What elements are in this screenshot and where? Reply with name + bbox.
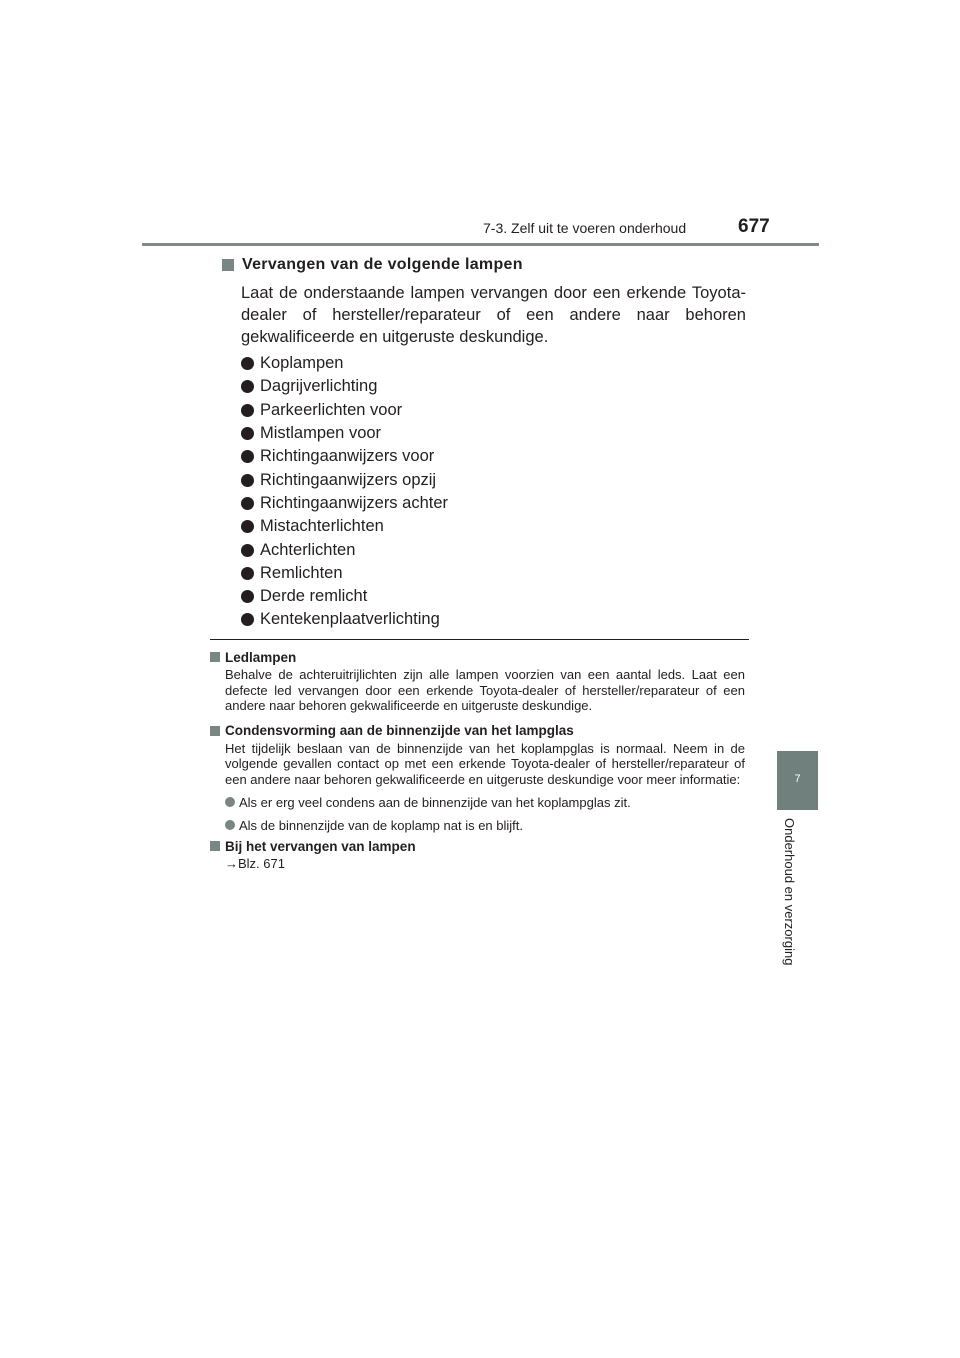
list-item-text: Richtingaanwijzers opzij (260, 470, 437, 489)
list-item-text: Mistlampen voor (260, 424, 382, 443)
square-bullet-icon (210, 841, 220, 851)
note-heading-condens (210, 722, 745, 740)
list-item (241, 375, 746, 398)
list-item-text: Remlichten (260, 563, 343, 582)
note-heading-text: Condensvorming aan de binnenzijde van het lampglas (225, 723, 574, 738)
bullet-icon (241, 380, 254, 393)
list-item (241, 608, 746, 631)
chapter-number: 7 (794, 773, 801, 785)
note-heading-text: Ledlampen (225, 649, 297, 665)
lamp-list (241, 352, 746, 632)
note-body-led: Behalve de achteruitrijlichten zijn alle lampen voorzien van een aantal leds. Laat een defecte led vervangen door een erkende Toyota-dealer of hersteller/reparateur of een andere naar behoren gekwalificeerde en uitgeruste deskundige. (225, 667, 745, 713)
section-heading-text: Vervangen van de volgende lampen (242, 256, 523, 273)
note-heading-replace (210, 837, 745, 855)
list-item-text: Kentekenplaatverlichting (260, 610, 440, 629)
square-bullet-icon (210, 652, 220, 662)
list-item (241, 468, 746, 491)
note-body-condens: Het tijdelijk beslaan van de binnenzijde van het koplampglas is normaal. Neem in de volgende gevallen contact op met een erkende Toyota-dealer of hersteller/reparateur of een andere naar behoren gekwalificeerde en uitgeruste deskundige voor meer informatie: (225, 740, 745, 787)
note-heading-text: Bij het vervangen van lampen (225, 838, 416, 854)
list-item (241, 399, 746, 422)
note-bullet-item (225, 817, 745, 833)
header-rule (142, 243, 819, 246)
list-item (241, 515, 746, 538)
notes-section (210, 648, 745, 872)
list-item (241, 445, 746, 468)
list-item-text: Derde remlicht (260, 587, 368, 606)
section-heading (222, 254, 746, 276)
bullet-icon (241, 474, 254, 487)
list-item (241, 422, 746, 445)
main-section (222, 254, 746, 632)
bullet-icon (241, 520, 254, 533)
list-item (241, 352, 746, 375)
bullet-icon (241, 567, 254, 580)
list-item (241, 538, 746, 561)
page-number: 677 (738, 216, 770, 237)
list-item-text: Dagrijverlichting (260, 377, 378, 396)
intro-paragraph: Laat de onderstaande lampen vervangen door een erkende Toyota-dealer of hersteller/reparateur of een andere naar behoren gekwalificeerde en uitgeruste deskundige. (241, 284, 746, 346)
chapter-tab[interactable] (777, 751, 818, 810)
list-item-text: Mistachterlichten (260, 517, 384, 536)
bullet-icon (241, 357, 254, 370)
list-item-text: Richtingaanwijzers voor (260, 447, 435, 466)
bullet-icon (241, 590, 254, 603)
list-item (241, 585, 746, 608)
bullet-icon (241, 404, 254, 417)
note-heading-led (210, 648, 745, 666)
list-item-text: Parkeerlichten voor (260, 400, 403, 419)
bullet-icon (225, 820, 235, 830)
list-item (241, 562, 746, 585)
chapter-title: Onderhoud en verzorging (782, 818, 797, 966)
bullet-icon (241, 544, 254, 557)
running-header-section: 7-3. Zelf uit te voeren onderhoud (483, 220, 687, 236)
bullet-icon (241, 427, 254, 440)
section-divider (210, 639, 749, 640)
note-bullet-text: Als er erg veel condens aan de binnenzijde van het koplampglas zit. (239, 794, 631, 810)
page-reference-link[interactable]: →Blz. 671 (225, 856, 285, 871)
bullet-icon (225, 797, 235, 807)
square-bullet-icon (210, 726, 220, 736)
list-item (241, 492, 746, 515)
list-item-text: Richtingaanwijzers achter (260, 493, 449, 512)
bullet-icon (241, 497, 254, 510)
square-bullet-icon (222, 259, 234, 271)
bullet-icon (241, 613, 254, 626)
list-item-text: Achterlichten (260, 540, 356, 559)
list-item-text: Koplampen (260, 354, 344, 373)
note-bullet-text: Als de binnenzijde van de koplamp nat is en blijft. (239, 817, 524, 833)
note-bullet-item (225, 794, 745, 810)
bullet-icon (241, 450, 254, 463)
